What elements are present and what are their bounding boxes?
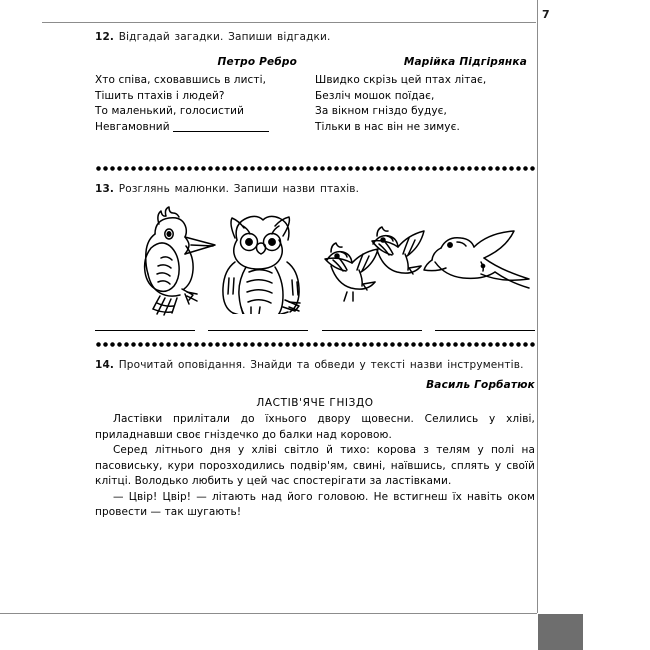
zigzag-divider-icon [95,165,535,172]
answer-line-2[interactable] [208,330,308,331]
content-column [95,30,535,521]
riddle-left [95,56,315,135]
riddle-right [315,56,535,135]
riddle-left-line-1: Хто співа, сховавшись в листі, [95,74,267,86]
exercise-13-answer-lines [95,330,535,331]
bird-illustrations [95,204,535,324]
header-rule [42,22,536,23]
exercise-13-heading [95,182,535,196]
story-paragraph-3: — Цвір! Цвір! — літають над його головою. Не встигнеш їх навіть оком провести — так шугають! [95,490,535,518]
answer-line-3[interactable] [322,330,422,331]
zigzag-divider-icon-2 [95,341,535,348]
riddle-left-line-4 [95,120,305,136]
answer-line-4[interactable] [435,330,535,331]
story-paragraph-1: Ластівки прилітали до їхнього двору щовесни. Селились у хліві, приладнавши своє гніздечко до балки над коровою. [95,413,535,441]
story-paragraph-2: Серед літнього дня у хліві світло й тихо: корова з телям у полі на пасовиську, кури порозходились подвір'ям, свині, наївшись, сплять у своїй клітці. Володько любить у цей час спостерігати за ластівками. [95,444,535,487]
riddle-right-author: Марійка Підгірянка [403,56,527,68]
exercise-14-number: 14. [95,359,115,371]
riddle-left-line-2: Тішить птахів і людей? [95,89,225,102]
riddle-right-line-3: За вікном гніздо будує, [315,105,447,117]
answer-line-1[interactable] [95,330,195,331]
right-vertical-rule [537,0,538,613]
exercise-14-instruction: Прочитай оповідання. Знайди та обведи у тексті назви інструментів. [118,359,524,371]
riddle-left-line-3: То маленький, голосистий [95,105,245,117]
divider-top [95,165,535,172]
swallow-drawing [423,226,531,298]
riddle-right-line-2: Безліч мошок поїдає, [315,89,435,102]
exercise-12-heading [95,30,535,44]
corner-tab [538,614,583,650]
exercise-13-number: 13. [95,183,115,195]
owl-drawing [213,212,313,314]
story-author: Василь Горбатюк [426,379,535,391]
exercise-12-instruction: Відгадай загадки. Запиши відгадки. [118,31,331,43]
sparrows-drawing [317,212,432,310]
riddle-left-author: Петро Ребро [217,56,297,68]
bottom-rule [0,613,537,614]
riddle-left-line-4-text: Невгамовний [95,120,170,133]
riddle-right-line-4: Тільки в нас він не зимує. [315,120,460,133]
exercise-14-heading [95,358,535,372]
woodpecker-drawing [125,204,220,316]
exercise-13-instruction: Розглянь малюнки. Запиши назви птахів. [118,183,360,195]
riddle-answer-blank[interactable] [173,131,269,132]
riddles-container [95,56,535,135]
divider-bottom [95,341,535,348]
page-number: 7 [542,8,550,21]
story-title: ЛАСТІВ'ЯЧЕ ГНІЗДО [256,397,374,409]
exercise-12-number: 12. [95,31,115,43]
riddle-right-line-1: Швидко скрізь цей птах літає, [315,74,487,86]
